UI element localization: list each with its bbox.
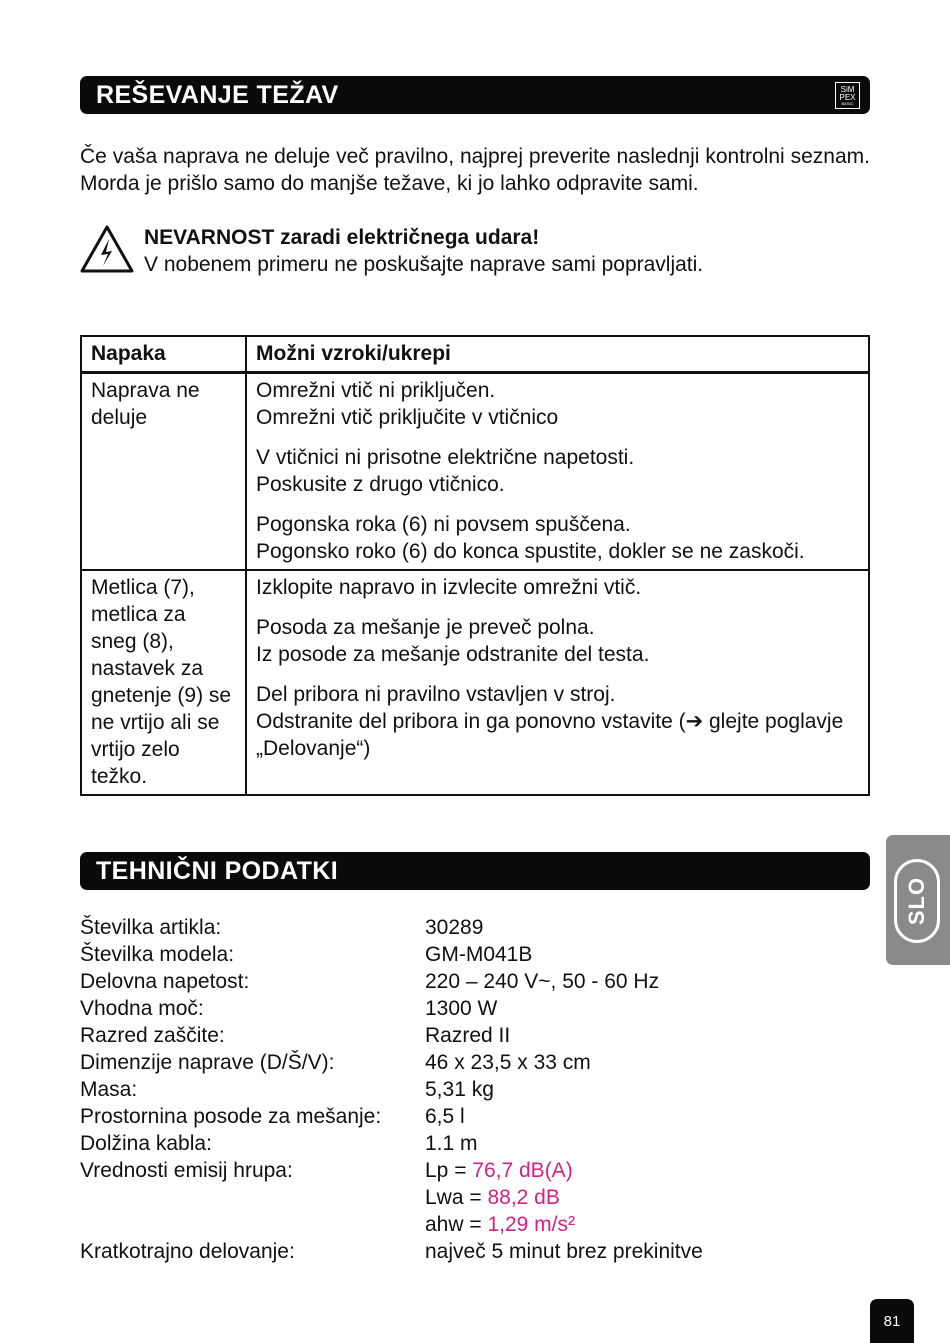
brand-logo-line1: SiM [840,84,855,94]
spec-value: 220 – 240 V~, 50 - 60 Hz [425,970,660,993]
warning-block [144,224,703,278]
warning-title: NEVARNOST zaradi električnega udara! [144,226,540,249]
brand-logo [835,82,860,109]
spec-row [80,1049,800,1076]
spec-value: 30289 [425,916,484,939]
cause-text: Del pribora ni pravilno vstavljen v stroj. [256,683,616,706]
section-title-troubleshooting: REŠEVANJE TEŽAV [96,80,339,109]
remedy-text: Poskusite z drugo vtičnico. [256,473,505,496]
warning-text: V nobenem primeru ne poskušajte naprave sami popravljati. [144,253,704,276]
spec-row-noise [80,1157,800,1238]
spec-row [80,1130,800,1157]
brand-logo-line3: BASIC [841,100,854,106]
causes-cell [246,570,869,795]
spec-label: Vrednosti emisij hrupa: [80,1159,293,1182]
spec-row [80,1238,800,1265]
cause-item [256,614,859,668]
spec-row [80,968,800,995]
section-title-technical: TEHNIČNI PODATKI [96,856,339,885]
causes-cell [246,373,869,571]
spec-row [80,941,800,968]
spec-value: največ 5 minut brez prekinitve [425,1240,703,1263]
fault-cell: Metlica (7), metlica za sneg (8), nastavek za gnetenje (9) se ne vrtijo ali se vrtijo zelo težko. [81,570,246,795]
column-header-causes: Možni vzroki/ukrepi [246,336,869,373]
noise-value: 76,7 dB(A) [472,1159,573,1182]
spec-label: Vhodna moč: [80,997,204,1020]
spec-row [80,914,800,941]
cause-text: Posoda za mešanje je preveč polna. [256,616,595,639]
section-header-technical [80,852,870,890]
troubleshooting-table [80,335,870,796]
spec-row [80,1022,800,1049]
fault-cell: Naprava ne deluje [81,373,246,571]
noise-prefix: ahw = [425,1213,488,1236]
remedy-text: Omrežni vtič priključite v vtičnico [256,406,559,429]
spec-label: Številka artikla: [80,916,222,939]
spec-row [80,1103,800,1130]
spec-value: 5,31 kg [425,1078,494,1101]
noise-value-lp [425,1157,575,1184]
spec-label: Prostornina posode za mešanje: [80,1105,382,1128]
noise-value-lwa [425,1184,575,1211]
electric-shock-warning-icon [79,224,135,274]
spec-value: 1.1 m [425,1132,478,1155]
cause-item [256,377,859,431]
column-header-fault: Napaka [81,336,246,373]
remedy-text: Pogonsko roko (6) do konca spustite, dokler se ne zaskoči. [256,540,805,563]
spec-label: Kratkotrajno delovanje: [80,1240,295,1263]
cause-item [256,574,859,601]
cause-text: Pogonska roka (6) ni povsem spuščena. [256,513,631,536]
spec-row [80,995,800,1022]
cause-item [256,681,859,762]
spec-label: Številka modela: [80,943,235,966]
spec-label: Delovna napetost: [80,970,250,993]
spec-value: GM-M041B [425,943,533,966]
cause-item [256,511,859,565]
spec-value: Razred II [425,1024,511,1047]
noise-prefix: Lp = [425,1159,473,1182]
noise-value: 88,2 dB [487,1186,560,1209]
noise-values [425,1157,575,1238]
spec-label: Razred zaščite: [80,1024,225,1047]
brand-logo-line2: PEX [839,92,856,102]
spec-value: 1300 W [425,997,498,1020]
spec-value: 46 x 23,5 x 33 cm [425,1051,591,1074]
language-tab [886,835,950,965]
spec-label: Masa: [80,1078,138,1101]
cause-item [256,444,859,498]
spec-label: Dolžina kabla: [80,1132,212,1155]
language-code: SLO [904,876,930,926]
table-row [81,373,869,571]
remedy-text: Odstranite del pribora in ga ponovno vstavite (➔ glejte poglavje „Delovanje“) [256,710,844,760]
remedy-text: Iz posode za mešanje odstranite del testa. [256,643,650,666]
spec-row [80,1076,800,1103]
intro-paragraph: Če vaša naprava ne deluje več pravilno, najprej preverite naslednji kontrolni seznam. Morda je prišlo samo do manjše težave, ki jo lahko odpravite sami. [80,145,870,195]
spec-label: Dimenzije naprave (D/Š/V): [80,1051,335,1074]
spec-list [80,914,800,1265]
cause-text: Omrežni vtič ni priključen. [256,379,496,402]
table-header-row [81,336,869,373]
noise-prefix: Lwa = [425,1186,488,1209]
cause-text: V vtičnici ni prisotne električne napetosti. [256,446,635,469]
noise-value-ahw [425,1211,575,1238]
section-header-troubleshooting [80,76,870,114]
noise-value: 1,29 m/s² [487,1213,575,1236]
spec-value: 6,5 l [425,1105,465,1128]
table-row [81,570,869,795]
page-number: 81 [870,1299,914,1343]
language-badge [894,859,940,943]
cause-text: Izklopite napravo in izvlecite omrežni vtič. [256,576,642,599]
